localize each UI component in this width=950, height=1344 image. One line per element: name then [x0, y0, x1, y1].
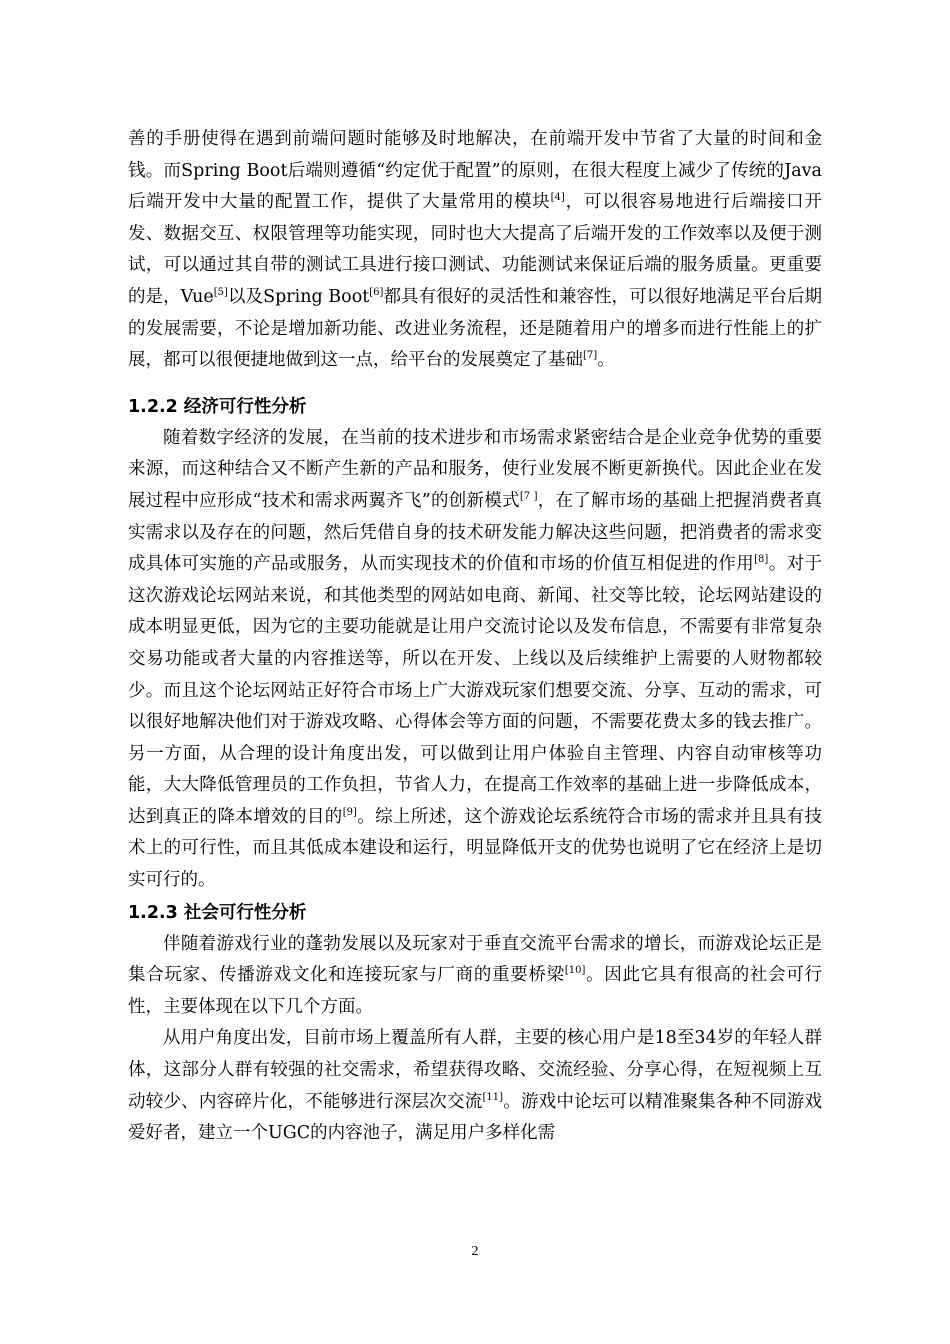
citation-ref: [8]: [754, 554, 769, 566]
paragraph-social-feasibility-users: [128, 1023, 822, 1149]
text-run: ，可以很容易地进行后端接口开发、数据交互、权限管理等功能实现，同时也大大提高了后端开发的工作效率以及便于测试，可以通过其自带的测试工具进行接口测试、功能测试来保证后端的服务质量。更重要的是，Vue: [128, 192, 822, 307]
paragraph-social-feasibility-intro: [128, 929, 822, 1024]
section-heading-economic: 1.2.2 经济可行性分析: [128, 396, 307, 417]
citation-ref: [6]: [369, 286, 384, 298]
text-run: 。: [597, 350, 615, 371]
citation-ref: [7]: [583, 350, 598, 362]
citation-ref: [7 ]: [519, 490, 538, 502]
text-run: 伴随着游戏行业的蓬勃发展以及玩家对于垂直交流平台需求的增长，而游戏论坛正是集合玩家、传播游戏文化和连接玩家与厂商的重要桥梁: [128, 933, 822, 986]
text-run: 。对于这次游戏论坛网站来说，和其他类型的网站如电商、新闻、社交等比较，论坛网站建设的成本明显更低，因为它的主要功能就是让用户交流讨论以及发布信息，不需要有非常复杂交易功能或者大量的内容推送等，所以在开发、上线以及后续维护上需要的人财物都较少。而且这个论坛网站正好符合市场上广大游戏玩家们想要交流、分享、互动的需求，可以很好地解决他们对于游戏攻略、心得体会等方面的问题，不需要花费太多的钱去推广。另一方面，从合理的设计角度出发，可以做到让用户体验自主管理、内容自动审核等功能，大大降低管理员的工作负担，节省人力，在提高工作效率的基础上进一步降低成本，达到真正的降本增效的目的: [128, 554, 822, 827]
text-run: 。综上所述，这个游戏论坛系统符合市场的需求并且具有技术上的可行性，而且其低成本建设和运行，明显降低开支的优势也说明了它在经济上是切实可行的。: [128, 806, 823, 891]
citation-ref: [9]: [342, 806, 357, 818]
text-run: 。游戏中论坛可以精准聚集各种不同游戏爱好者，建立一个UGC的内容池子，满足用户多样化需: [128, 1091, 823, 1144]
citation-ref: [10]: [564, 965, 586, 977]
section-heading-social: 1.2.3 社会可行性分析: [128, 902, 307, 923]
text-run: ，在了解市场的基础上把握消费者真实需求以及存在的问题，然后凭借自身的技术研发能力解决这些问题，把消费者的需求变成具体可实施的产品或服务，从而实现技术的价值和市场的价值互相促进的作用: [128, 490, 822, 575]
citation-ref: [11]: [482, 1091, 503, 1103]
citation-ref: [4]: [550, 192, 565, 204]
paragraph-economic-feasibility: [128, 423, 822, 897]
paragraph-tech-feasibility-continued: [128, 124, 822, 377]
text-run: 。因此它具有很高的社会可行性，主要体现在以下几个方面。: [128, 965, 822, 1017]
page-number: 2: [471, 1244, 479, 1259]
text-run: 随着数字经济的发展，在当前的技术进步和市场需求紧密结合是企业竞争优势的重要来源，而这种结合又不断产生新的产品和服务，使行业发展不断更新换代。因此企业在发展过程中应形成“技术和需求两翼齐飞”的创新模式: [128, 427, 822, 511]
text-run: 都具有很好的灵活性和兼容性，可以很好地满足平台后期的发展需要，不论是增加新功能、改进业务流程，还是随着用户的增多而进行性能上的扩展，都可以很便捷地做到这一点，给平台的发展奠定了基础: [128, 286, 823, 371]
text-run: 善的手册使得在遇到前端问题时能够及时地解决，在前端开发中节省了大量的时间和金钱。而Spring Boot后端则遵循“约定优于配置”的原则，在很大程度上减少了传统的Java后端开发中大量的配置工作，提供了大量常用的模块: [128, 129, 822, 213]
text-run: 从用户角度出发，目前市场上覆盖所有人群，主要的核心用户是18至34岁的年轻人群体，这部分人群有较强的社交需求，希望获得攻略、交流经验、分享心得，在短视频上互动较少、内容碎片化，不能够进行深层次交流: [128, 1028, 822, 1112]
citation-ref: [5]: [213, 286, 228, 298]
page-body: [128, 124, 822, 1150]
text-run: 以及Spring Boot: [227, 286, 370, 307]
